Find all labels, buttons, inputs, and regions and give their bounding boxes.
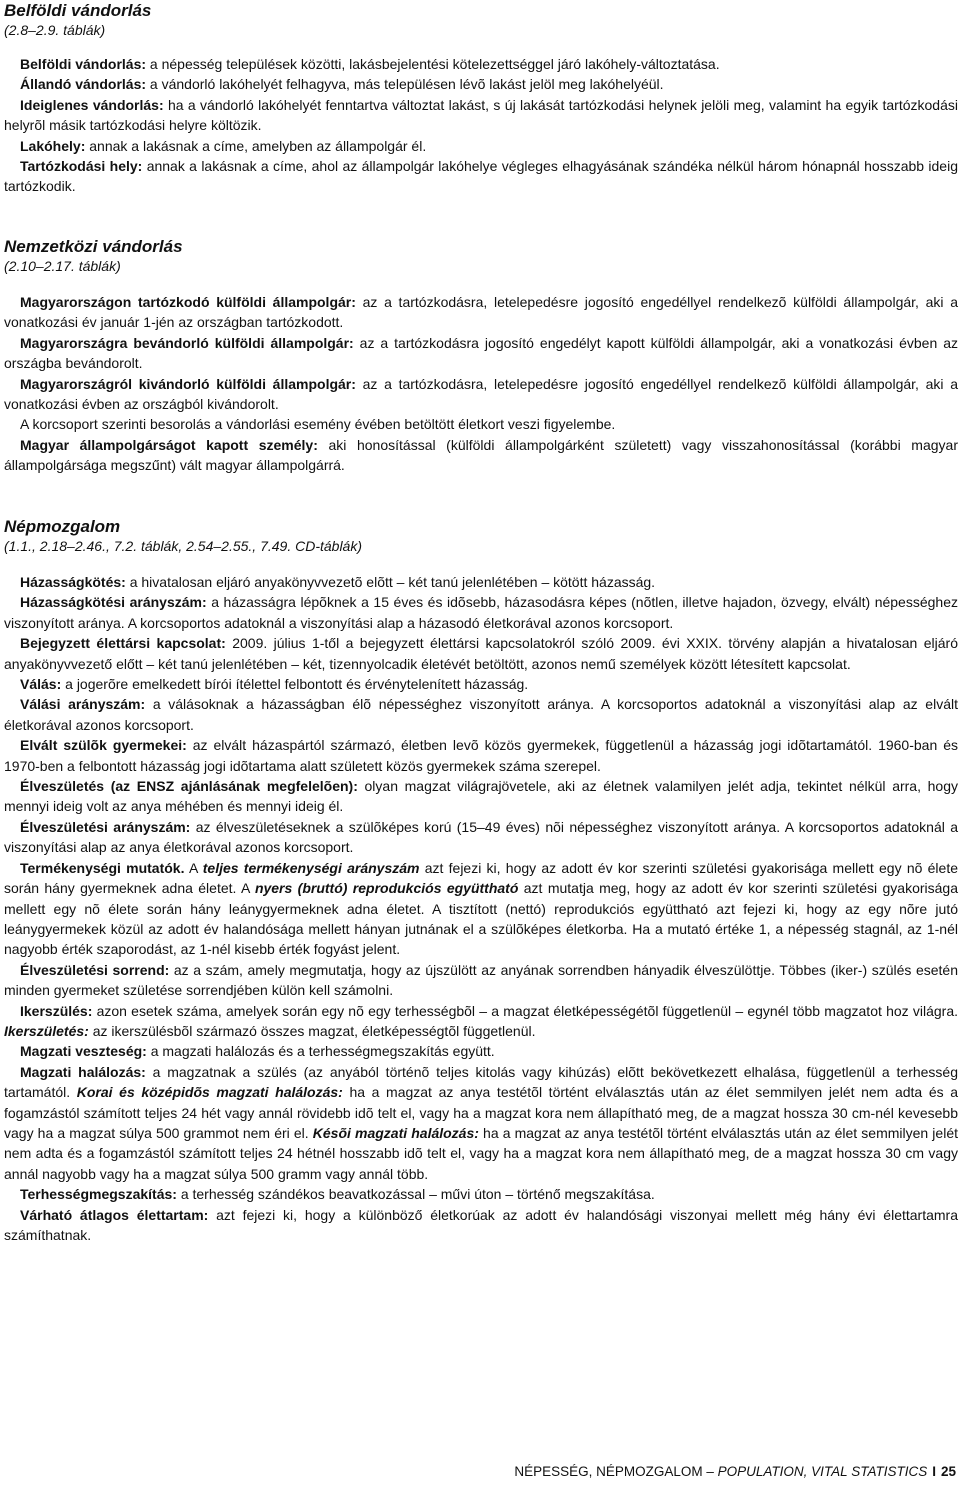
section-vital-statistics (4, 516, 958, 1245)
definition-text: a házasságra lépõknek a 15 éves és idõsebb, házasodásra képes (nõtlen, illetve hajadon, özvegy, elvált) népességhez viszonyított aránya. A korcsoportos adatoknál a viszonyítási alap a házasodó életkorával azonos korcsoport. (4, 594, 958, 631)
definition-paragraph (4, 74, 958, 94)
definition-term: Állandó vándorlás: (20, 76, 147, 93)
definition-term: Házasságkötés: (20, 574, 126, 590)
definition-term: Magzati veszteség: (20, 1043, 147, 1060)
definition-term: Élveszületés (az ENSZ ajánlásának megfelelõen): (20, 778, 358, 795)
definition-text: a népesség települések közötti, lakásbejelentési kötelezettséggel járó lakóhely-változtatása. (146, 56, 720, 72)
footer-title-english: POPULATION, VITAL STATISTICS (717, 1464, 928, 1479)
definition-paragraph (4, 735, 958, 776)
definition-text: a hivatalosan eljáró anyakönyvvezetõ elõtt – két tanú jelenlétében – kötött házasság. (125, 574, 656, 590)
definition-paragraph (4, 54, 958, 74)
note-paragraph: A korcsoport szerinti besorolás a vándorlási esemény évében betöltött életkort veszi figyelembe. (20, 416, 616, 433)
definition-term: Házasságkötési arányszám: (20, 594, 207, 611)
definition-term: Magyar állampolgárságot kapott személy: (20, 436, 318, 453)
definition-paragraph (4, 156, 958, 197)
definition-paragraph (4, 1001, 958, 1042)
definition-term: Magyarországon tartózkodó külföldi állampolgár: (20, 294, 356, 310)
definition-term: Elvált szülõk gyermekei: (20, 737, 187, 754)
definition-text: az ikerszülésbõl származó összes magzat, életképességtõl függetlenül. (88, 1022, 536, 1039)
section-table-ref: (1.1., 2.18–2.46., 7.2. táblák, 2.54–2.55., 7.49. CD-táblák) (4, 538, 363, 554)
definition-term: Belföldi vándorlás: (20, 56, 147, 72)
definition-paragraph (4, 674, 958, 694)
definition-term: Lakóhely: (20, 137, 86, 154)
definition-paragraph (4, 572, 958, 592)
definition-text: 2009. július 1-től a bejegyzett élettársi kapcsolatokról szóló 2009. évi XXIX. törvény alapján a hivatalosan eljáró anyakönyvvezető előtt – két tanú jelenlétében – két, tizennyolcadik életévét betöltött, azonos nemű személyek között létesített kapcsolat. (4, 635, 958, 672)
definition-term: Magzati halálozás: (20, 1063, 146, 1080)
definition-text: aki honosítással (külföldi állampolgárként született) vagy visszahonosítással (korábbi magyar állampolgársága megszűnt) vált magyar állampolgárrá. (4, 436, 958, 474)
definition-term: Válás: (20, 676, 62, 693)
definition-paragraph (4, 374, 958, 415)
definition-term: Élveszületési sorrend: (20, 961, 170, 978)
section-title: Népmozgalom (4, 517, 121, 536)
page-footer (514, 1464, 956, 1479)
definition-text: az a tartózkodásra, letelepedésre jogosító engedéllyel rendelkezõ külföldi állampolgár, aki a vonatkozási évben az országból kivándorolt. (4, 375, 958, 413)
definition-paragraph (4, 858, 958, 960)
definition-text: az élveszületéseknek a szülõképes korú (15–49 éves) nõi népességhez viszonyított aránya. A korcsoportos adatoknál a viszonyítási alap az anya életkorával azonos korcsoport. (4, 818, 958, 856)
definition-text: azt fejezi ki, hogy a különböző életkorúak az adott év halandósági viszonyai mellett még hány évi élettartamra számíthatnak. (4, 1206, 958, 1243)
section-table-ref: (2.8–2.9. táblák) (4, 22, 106, 38)
definition-text: annak a lakásnak a címe, ahol az állampolgár lakóhelye végleges elhagyásának szándéka nélkül három hónapnál hosszabb ideig tartózkodik. (4, 158, 958, 195)
definition-text: ha a vándorló lakóhelyét fenntartva változtat lakást, s új lakását tartózkodási helynek jelöli meg, valamint ha egyik tartózkodási helyrõl másik tartózkodási helyre költözik. (4, 96, 958, 134)
definition-text: az elvált házaspártól származó, életben levõ közös gyermekek, függetlenül a házasság jogi idõtartamától. 1960-ban és 1970-ben a felbontott házasság jogi idõtartama alatt született közös gyermekek száma szerepel. (4, 737, 958, 774)
section-domestic-migration (4, 0, 958, 197)
definition-text: A (184, 859, 203, 876)
definition-paragraph (4, 694, 958, 735)
definition-text: azt mutatja meg, hogy az adott év kor szerinti születési gyakorisága mellett egy nõ élete során hány leánygyermeknek adna életet. A tisztított (nettó) reprodukciós együttható azt fejezi ki, hogy az egy nõre jutó leánygyermekek közül az adott év halandósága mellett hányan jutnának el a szülõképes életkorba. Ha a mutató értéke 1, a népesség stagnál, az 1-nél nagyobb érték szaporodást, az 1-nél kisebb érték fogyást jelent. (4, 880, 958, 958)
definition-text: a jogerõre emelkedett bírói ítélettel felbontott és érvénytelenített házasság. (61, 676, 529, 693)
definition-paragraph (4, 435, 958, 476)
definition-paragraph (4, 592, 958, 633)
definition-paragraph (4, 1184, 958, 1204)
definition-subterm: nyers (bruttó) reprodukciós együttható (254, 880, 519, 897)
definition-paragraph (4, 95, 958, 136)
footer-separator: I (932, 1464, 936, 1479)
definition-text: az a tartózkodásra jogosító engedélyt kapott külföldi állampolgár, aki a vonatkozási évben az országba bevándorolt. (4, 334, 958, 372)
definition-term: Bejegyzett élettársi kapcsolat: (20, 635, 226, 652)
definition-paragraph (4, 633, 958, 674)
section-international-migration (4, 236, 958, 476)
section-title: Belföldi vándorlás (4, 1, 152, 20)
definition-subterm: Késõi magzati halálozás: (312, 1124, 479, 1141)
definition-paragraph (4, 776, 958, 817)
definition-paragraph (4, 136, 958, 156)
definition-text: ha a magzat az anya testétõl történt elválasztás után az élet semmilyen jelét nem adta és a fogamzástól számított teljes 24 hét vagy annál rövidebb idõ telt el, vagy ha a magzat kora nem állapítható meg, de a magzat hossza 30 cm-nél kevesebb vagy ha a magzat súlya 500 grammot nem éri el. (4, 1084, 959, 1141)
definition-term: Várható átlagos élettartam: (20, 1206, 209, 1223)
definition-text: a magzati halálozás és a terhességmegszakítás együtt. (146, 1043, 495, 1060)
definition-term: Válási arányszám: (20, 696, 146, 713)
definition-paragraph (4, 1041, 958, 1061)
definition-paragraph (4, 1205, 958, 1246)
definition-term: Terhességmegszakítás: (20, 1186, 177, 1203)
definition-text: a terhesség szándékos beavatkozással – művi úton – történő megszakítása. (176, 1186, 655, 1203)
definition-paragraph (4, 1062, 958, 1184)
definition-text: az a tartózkodásra, letelepedésre jogosító engedéllyel rendelkezõ külföldi állampolgár, aki a vonatkozási év január 1-jén az országban tartózkodott. (4, 294, 958, 331)
definition-text: az a szám, amely megmutatja, hogy az újszülött az anyának sorrendben hányadik élveszülöttje. Többes (iker-) szülés esetén minden gyermeket születése sorrendjében külön kell számolni. (4, 961, 958, 999)
definition-subterm: teljes termékenységi arányszám (202, 859, 420, 876)
definition-text: olyan magzat világrajövetele, aki az életnek valamilyen jelét adja, tekintet nélkül arra, hogy mennyi ideig volt az anya méhében és mennyi ideig él. (4, 778, 958, 815)
definition-text: a vándorló lakóhelyét felhagyva, más településen lévõ lakást jelöl meg lakóhelyéül. (146, 76, 664, 93)
definition-term: Termékenységi mutatók. (20, 859, 185, 876)
definition-term: Magyarországra bevándorló külföldi állampolgár: (20, 334, 354, 351)
definition-text: azon esetek száma, amelyek során egy nõ egy terhességbõl – a magzat életképességétõl függetlenül – egynél több magzatot hoz világra. (92, 1002, 958, 1019)
footer-title-hungarian: NÉPESSÉG, NÉPMOZGALOM – (514, 1464, 718, 1479)
definition-term: Tartózkodási hely: (20, 158, 143, 175)
definition-term: Ideiglenes vándorlás: (20, 96, 164, 113)
definition-subterm: Korai és középidõs magzati halálozás: (76, 1084, 343, 1101)
definition-paragraph (4, 960, 958, 1001)
definition-term: Élveszületési arányszám: (20, 818, 191, 835)
definition-paragraph (4, 333, 958, 374)
definition-term: Ikerszülés: (20, 1002, 93, 1019)
definition-term: Magyarországról kivándorló külföldi állampolgár: (20, 375, 356, 392)
section-table-ref: (2.10–2.17. táblák) (4, 258, 121, 274)
definition-text: azt fejezi ki, hogy az adott év kor szerinti születési gyakorisága mellett egy nõ élete során hány gyermeknek adna életet. A (4, 859, 958, 897)
page-number: 25 (940, 1464, 956, 1479)
definition-paragraph (4, 817, 958, 858)
definition-text: a magzatnak a szülés (az anyából történõ teljes kitolás vagy kihúzás) elõtt bekövetkezett elhalása, függetlenül a terhesség tartamától. (4, 1063, 959, 1101)
definition-subterm: Ikerszületés: (4, 1022, 89, 1039)
definition-text: ha a magzat az anya testétõl történt elválasztás után az élet semmilyen jelét nem adta és a fogamzástól számított teljes 24 hétnél hosszabb idõ telt el, vagy ha a magzat kora nem állapítható meg, de a magzat hossza 30 cm vagy annál nagyobb vagy ha a magzat súlya 500 gramm vagy annál több. (4, 1124, 958, 1182)
definition-text: a válásoknak a házasságban élõ népességhez viszonyított aránya. A korcsoportos adatoknál a viszonyítási alap az elvált életkorával azonos korcsoport. (4, 696, 958, 733)
definition-text: annak a lakásnak a címe, amelyben az állampolgár él. (85, 137, 427, 154)
definition-paragraph (4, 292, 958, 333)
section-title: Nemzetközi vándorlás (4, 237, 183, 256)
